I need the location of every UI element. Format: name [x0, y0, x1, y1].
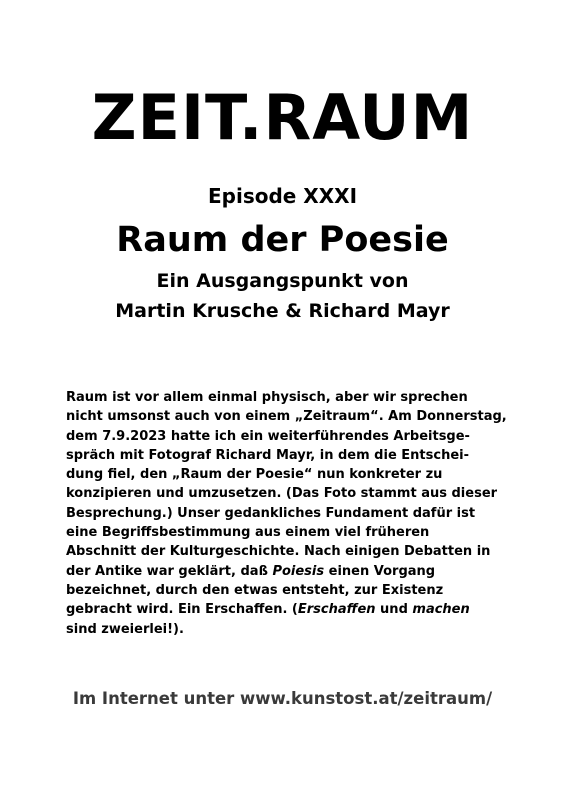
body-italic-machen: machen [412, 602, 470, 618]
body-line: dem 7.9.2023 hatte ich ein weiterführendes Arbeitsge- [66, 428, 470, 444]
body-text-segment: und [375, 602, 413, 618]
footer-url: Im Internet unter www.kunstost.at/zeitraum/ [72, 689, 493, 708]
byline-line-1: Ein Ausgangspunkt von [156, 270, 409, 292]
body-line: spräch mit Fotograf Richard Mayr, in dem die Entschei- [66, 447, 469, 463]
body-line: Abschnitt der Kulturgeschichte. Nach einigen Debatten in [66, 544, 491, 560]
body-line: Raum ist vor allem einmal physisch, aber wir sprechen [66, 390, 468, 405]
body-text-segment: der Antike war geklärt, daß [66, 563, 273, 579]
body-line: sind zweierlei!). [66, 621, 184, 637]
subtitle: Raum der Poesie [116, 220, 449, 260]
body-line: nicht umsonst auch von einem „Zeitraum“. Am Donnerstag, [66, 409, 507, 425]
body-line: konzipieren und umzusetzen. (Das Foto stammt aus dieser [66, 486, 498, 502]
body-line: eine Begriffsbestimmung aus einem viel früheren [66, 525, 430, 541]
body-line: dung fiel, den „Raum der Poesie“ nun konkreter zu [66, 467, 443, 483]
byline-authors: Martin Krusche & Richard Mayr [115, 300, 450, 322]
body-text-segment: einen Vorgang [324, 563, 436, 579]
body-italic-poiesis: Poiesis [272, 563, 325, 579]
body-italic-erschaffen: Erschaffen [297, 602, 376, 618]
episode-label: Episode XXXI [207, 184, 358, 208]
body-line: Besprechung.) Unser gedankliches Fundament dafür ist [66, 505, 476, 521]
body-text-segment: gebracht wird. Ein Erschaffen. ( [66, 602, 298, 618]
page-title: ZEIT.RAUM [91, 81, 474, 154]
body-line [66, 562, 536, 581]
body-line [66, 600, 536, 619]
body-paragraph [66, 388, 536, 639]
body-line: bezeichnet, durch den etwas entsteht, zur Existenz [66, 582, 444, 598]
